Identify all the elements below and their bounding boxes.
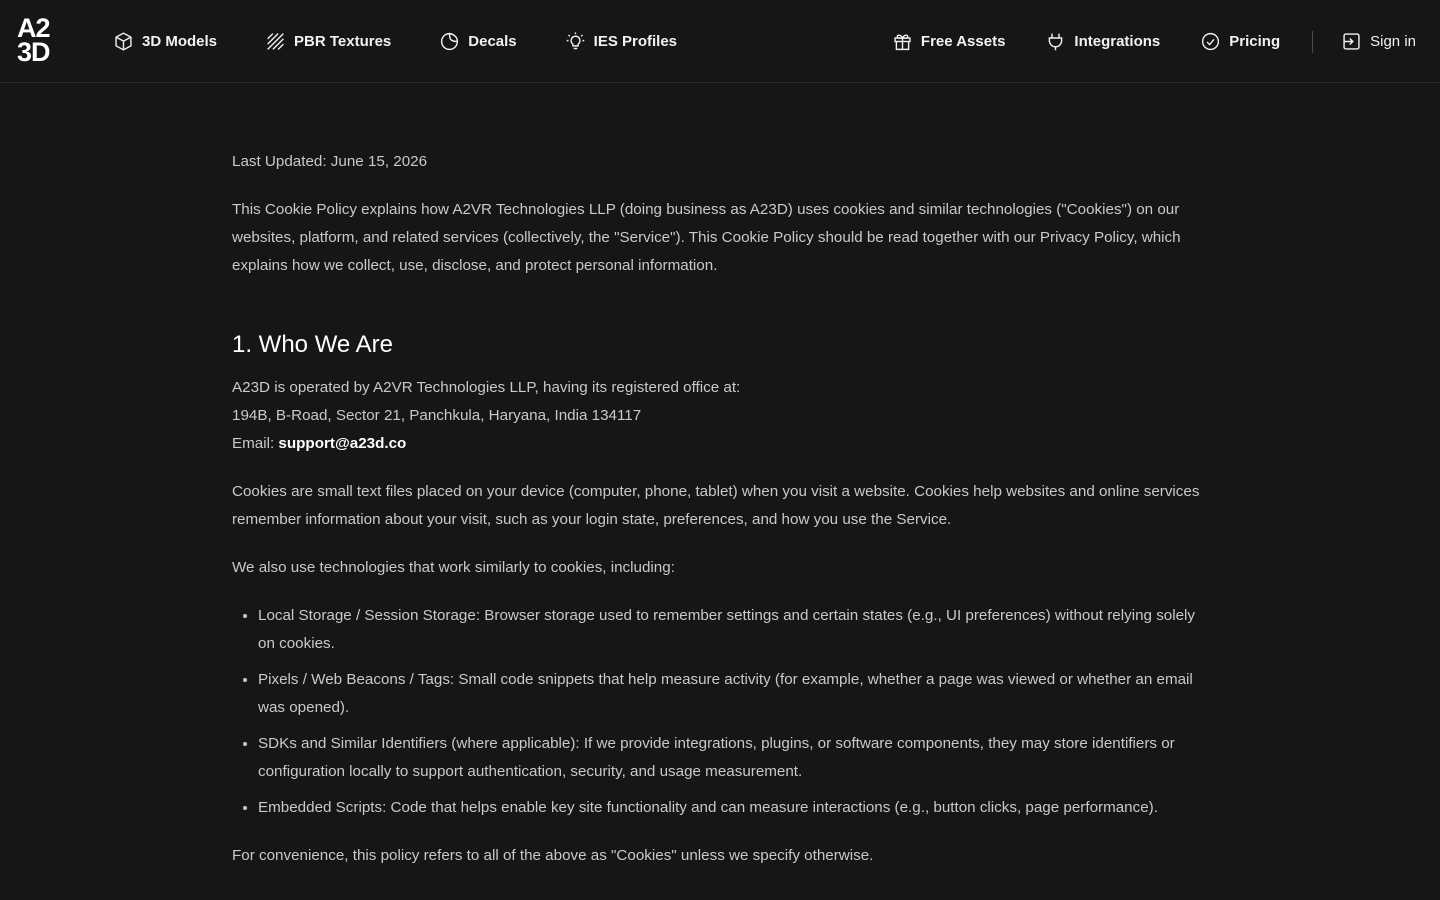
- nav-label: PBR Textures: [294, 33, 392, 50]
- intro-paragraph: This Cookie Policy explains how A2VR Technologies LLP (doing business as A23D) uses cookies and similar technologies ("Cookies") on our websites, platform, and related services (collectively, the "Service"). This Cookie Policy should be read together with our Privacy Policy, which explains how we collect, use, disclose, and protect personal information.: [232, 201, 1181, 274]
- sign-in-button[interactable]: [1341, 31, 1416, 52]
- bulb-icon: [565, 31, 586, 52]
- nav-divider: [1312, 31, 1313, 53]
- top-navigation-bar: [0, 0, 1440, 83]
- last-updated-text: Last Updated: June 15, 2026: [232, 153, 428, 170]
- list-item: • Embedded Scripts: Code that helps enable key site functionality and can measure interactions (e.g., button clicks, page performance).: [258, 794, 1208, 822]
- nav-decals[interactable]: [439, 31, 516, 52]
- cube-icon: [113, 31, 134, 52]
- nav-label: Free Assets: [920, 33, 1006, 50]
- secondary-nav: [852, 0, 1416, 83]
- logo-line-2: 3D: [17, 37, 50, 67]
- similar-technologies-list: [258, 602, 1208, 822]
- support-email-link[interactable]: support@a23d.co: [278, 435, 407, 452]
- operated-by-text: A23D is operated by A2VR Technologies LLP, having its registered office at:: [232, 379, 741, 396]
- nav-label: 3D Models: [142, 33, 218, 50]
- address-text: 194B, B-Road, Sector 21, Panchkula, Haryana, India 134117: [232, 407, 642, 424]
- nav-ies-profiles[interactable]: [565, 31, 677, 52]
- logo-line-1: A2: [17, 13, 50, 43]
- plug-icon: [1045, 31, 1066, 52]
- nav-pricing[interactable]: [1200, 31, 1280, 52]
- nav-label: Integrations: [1074, 33, 1161, 50]
- sign-in-icon: [1341, 31, 1362, 52]
- similar-tech-intro: We also use technologies that work similarly to cookies, including:: [232, 559, 675, 576]
- convenience-paragraph: For convenience, this policy refers to all of the above as "Cookies" unless we specify otherwise.: [232, 847, 874, 864]
- nav-label: IES Profiles: [593, 33, 678, 50]
- company-address-block: [232, 374, 1208, 458]
- gift-icon: [892, 31, 913, 52]
- nav-integrations[interactable]: [1045, 31, 1160, 52]
- primary-nav: [113, 0, 725, 83]
- nav-3d-models[interactable]: [113, 31, 217, 52]
- list-item: • Pixels / Web Beacons / Tags: Small code snippets that help measure activity (for example, whether a page was viewed or whether an email was opened).: [258, 666, 1208, 722]
- cookies-definition-paragraph: Cookies are small text files placed on your device (computer, phone, tablet) when you visit a website. Cookies help websites and online services remember information about your visit, such as your login state, preferences, and how you use the Service.: [232, 483, 1200, 528]
- nav-pbr-textures[interactable]: [265, 31, 391, 52]
- email-label: Email:: [232, 435, 279, 452]
- list-item: • Local Storage / Session Storage: Browser storage used to remember settings and certain states (e.g., UI preferences) without relying solely on cookies.: [258, 602, 1208, 658]
- nav-label: Pricing: [1229, 33, 1281, 50]
- section-heading-who-we-are: 1. Who We Are: [232, 331, 393, 358]
- texture-icon: [265, 31, 286, 52]
- cookie-policy-content: [232, 148, 1208, 890]
- check-circle-icon: [1200, 31, 1221, 52]
- nav-free-assets[interactable]: [892, 31, 1006, 52]
- sign-in-label: Sign in: [1370, 33, 1416, 50]
- a23d-logo[interactable]: [17, 13, 67, 67]
- decal-icon: [439, 31, 460, 52]
- list-item: • SDKs and Similar Identifiers (where applicable): If we provide integrations, plugins, or software components, they may store identifiers or configuration locally to support authentication, security, and usage measurement.: [258, 730, 1208, 786]
- nav-label: Decals: [468, 33, 517, 50]
- email-line: [232, 430, 1208, 458]
